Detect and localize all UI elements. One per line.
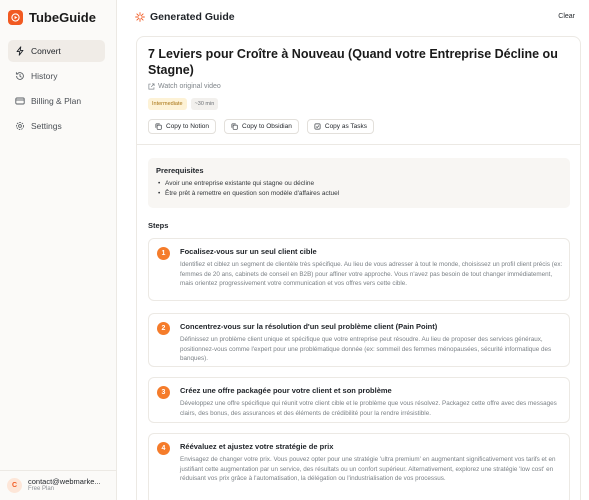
user-account[interactable] [0,470,117,500]
button-label: Copy to Obsidian [242,123,292,130]
credit-card-icon [15,96,25,106]
sidebar-item-billing[interactable] [8,90,105,112]
clear-button[interactable]: Clear [558,13,575,20]
external-link-icon [148,83,155,90]
button-label: Copy as Tasks [324,123,368,130]
step-description: Envisagez de changer votre prix. Vous pouvez opter pour une stratégie 'ultra premium' en augmentant significativement vos tarifs et en justifiant cette augmentation par un service, des résultats ou un confort supérieur. Alternativement, explorez une stratégie 'low cost' en réduisant vos prix grâce à l'automatisation, la délégation ou l'industrialisation de vos processus. [180,456,556,482]
step-card [148,377,570,423]
history-icon [15,71,25,81]
step-title: Concentrez-vous sur la résolution d'un seul problème client (Pain Point) [180,322,438,331]
step-title: Réévaluez et ajustez votre stratégie de prix [180,442,334,451]
step-title: Créez une offre packagée pour votre client et son problème [180,386,392,395]
sidebar-item-label: History [31,71,58,81]
sidebar-item-history[interactable] [8,65,105,87]
copy-to-notion-button[interactable] [148,119,216,134]
step-number-badge: 4 [157,442,170,455]
sidebar-item-label: Billing & Plan [31,96,82,106]
sidebar-item-settings[interactable] [8,115,105,137]
guide-badges [148,98,222,110]
play-logo-icon [8,10,23,25]
user-email: contact@webmarke... [28,477,101,486]
duration-badge: ~30 min [191,98,219,110]
prerequisites-box [148,158,570,208]
watch-original-label: Watch original video [158,83,221,90]
brand-name: TubeGuide [29,9,96,25]
step-number-badge: 1 [157,247,170,260]
page-header [117,0,589,36]
divider [137,144,581,145]
steps-title: Steps [148,221,169,230]
step-description: Définissez un problème client unique et spécifique que votre entreprise peut résoudre. Au lieu de proposer des services généraux, positionnez-vous comme l'expert pour une problématique donnée (ex: sommeil des femmes ménopausées, sécurité informatique des banques). [180,336,552,362]
avatar: C [7,478,22,493]
step-description: Identifiez et ciblez un segment de clientèle très spécifique. Au lieu de vous adresser à tout le monde, choisissez un profil client précis (ex: femmes de 20 ans, cabinets de conseil en B2B) pour affiner votre approche. Vous n'avez pas besoin de tout changer immédiatement, mais orientez progressivement votre communication et vos offres vers cette cible. [180,261,563,287]
sidebar [0,0,117,500]
step-description: Développez une offre spécifique qui réunit votre client cible et le problème que vous résolvez. Packagez cette offre avec des messages clairs, des bonus, des assurances et des éléments de crédibilité pour la rendre irrésistible. [180,400,557,417]
user-plan: Free Plan [28,486,55,493]
sidebar-item-label: Settings [31,121,62,131]
sidebar-item-label: Convert [31,46,61,56]
brand[interactable] [8,8,96,26]
list-item: • Avoir une entreprise existante qui stagne ou décline [156,179,562,189]
sidebar-nav [8,40,105,140]
copy-icon [231,123,238,130]
list-item: • Être prêt à remettre en question son modèle d'affaires actuel [156,189,562,199]
copy-to-obsidian-button[interactable] [224,119,299,134]
guide-card [136,36,581,500]
sidebar-item-convert[interactable] [8,40,105,62]
page-title [135,11,235,23]
page-title-text: Generated Guide [150,11,235,23]
checkbox-icon [314,123,321,130]
button-label: Copy to Notion [166,123,209,130]
difficulty-badge: Intermediate [148,98,187,110]
guide-title: 7 Leviers pour Croître à Nouveau (Quand votre Entreprise Décline ou Stagne) [148,47,558,77]
bolt-icon [15,46,25,56]
export-actions [148,119,382,134]
step-card [148,238,570,301]
step-title: Focalisez-vous sur un seul client cible [180,247,317,256]
gear-icon [15,121,25,131]
prerequisites-list [156,179,562,199]
prerequisites-title: Prerequisites [156,166,204,175]
watch-original-link[interactable] [148,83,221,90]
step-number-badge: 2 [157,322,170,335]
step-card [148,313,570,367]
step-card [148,433,570,500]
step-number-badge: 3 [157,386,170,399]
sparkle-icon [135,12,145,22]
copy-icon [155,123,162,130]
copy-as-tasks-button[interactable] [307,119,374,134]
